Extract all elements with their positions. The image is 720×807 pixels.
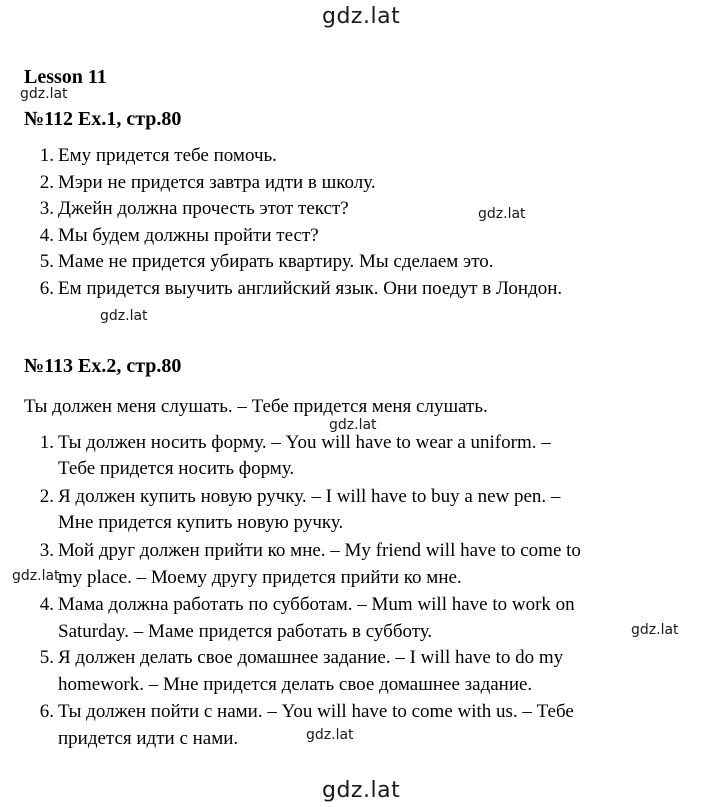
exercise-2-heading: №113 Ex.2, стр.80 [24, 355, 182, 377]
item-number: 6. [39, 278, 54, 299]
item-number: 4. [39, 225, 54, 246]
item-text: Ем придется выучить английский язык. Они поедут в Лондон. [58, 278, 563, 299]
item-text: homework. – Мне придется делать свое домашнее задание. [58, 674, 533, 695]
item-text: my place. – Моему другу придется прийти ко мне. [58, 567, 462, 588]
item-number: 6. [39, 701, 54, 722]
item-text: Тебе придется носить форму. [58, 458, 295, 479]
item-text: Мы будем должны пройти тест? [58, 225, 319, 246]
lesson-title: Lesson 11 [24, 66, 107, 88]
watermark: gdz.lat [631, 622, 679, 638]
item-text: придется идти с нами. [58, 728, 239, 749]
item-number: 3. [39, 198, 54, 219]
item-number: 2. [39, 172, 54, 193]
watermark: gdz.lat [12, 568, 60, 584]
watermark: gdz.lat [329, 417, 377, 433]
item-text: Джейн должна прочесть этот текст? [58, 198, 349, 219]
item-number: 1. [39, 432, 54, 453]
exercise-2-example: Ты должен меня слушать. – Тебе придется меня слушать. [24, 396, 488, 417]
watermark: gdz.lat [478, 206, 526, 222]
item-text: Ему придется тебе помочь. [58, 145, 277, 166]
item-text: Я должен купить новую ручку. – I will have to buy a new pen. – [58, 486, 561, 507]
item-text: Мэри не придется завтра идти в школу. [58, 172, 376, 193]
item-text: Мне придется купить новую ручку. [58, 512, 344, 533]
item-text: Saturday. – Маме придется работать в субботу. [58, 621, 433, 642]
item-number: 2. [39, 486, 54, 507]
item-number: 1. [39, 145, 54, 166]
item-number: 5. [39, 647, 54, 668]
item-text: Маме не придется убирать квартиру. Мы сделаем это. [58, 251, 494, 272]
watermark-top: gdz.lat [322, 4, 401, 29]
item-text: Я должен делать свое домашнее задание. – I will have to do my [58, 647, 564, 668]
watermark: gdz.lat [20, 86, 68, 102]
item-text: Ты должен пойти с нами. – You will have to come with us. – Тебе [58, 701, 574, 722]
item-number: 3. [39, 540, 54, 561]
watermark-bottom: gdz.lat [322, 778, 401, 803]
exercise-1-heading: №112 Ex.1, стр.80 [24, 108, 182, 130]
item-text: Мама должна работать по субботам. – Mum will have to work on [58, 594, 575, 615]
item-text: Мой друг должен прийти ко мне. – My friend will have to come to [58, 540, 581, 561]
item-number: 5. [39, 251, 54, 272]
watermark: gdz.lat [100, 308, 148, 324]
item-text: Ты должен носить форму. – You will have to wear a uniform. – [58, 432, 551, 453]
item-number: 4. [39, 594, 54, 615]
watermark: gdz.lat [306, 727, 354, 743]
